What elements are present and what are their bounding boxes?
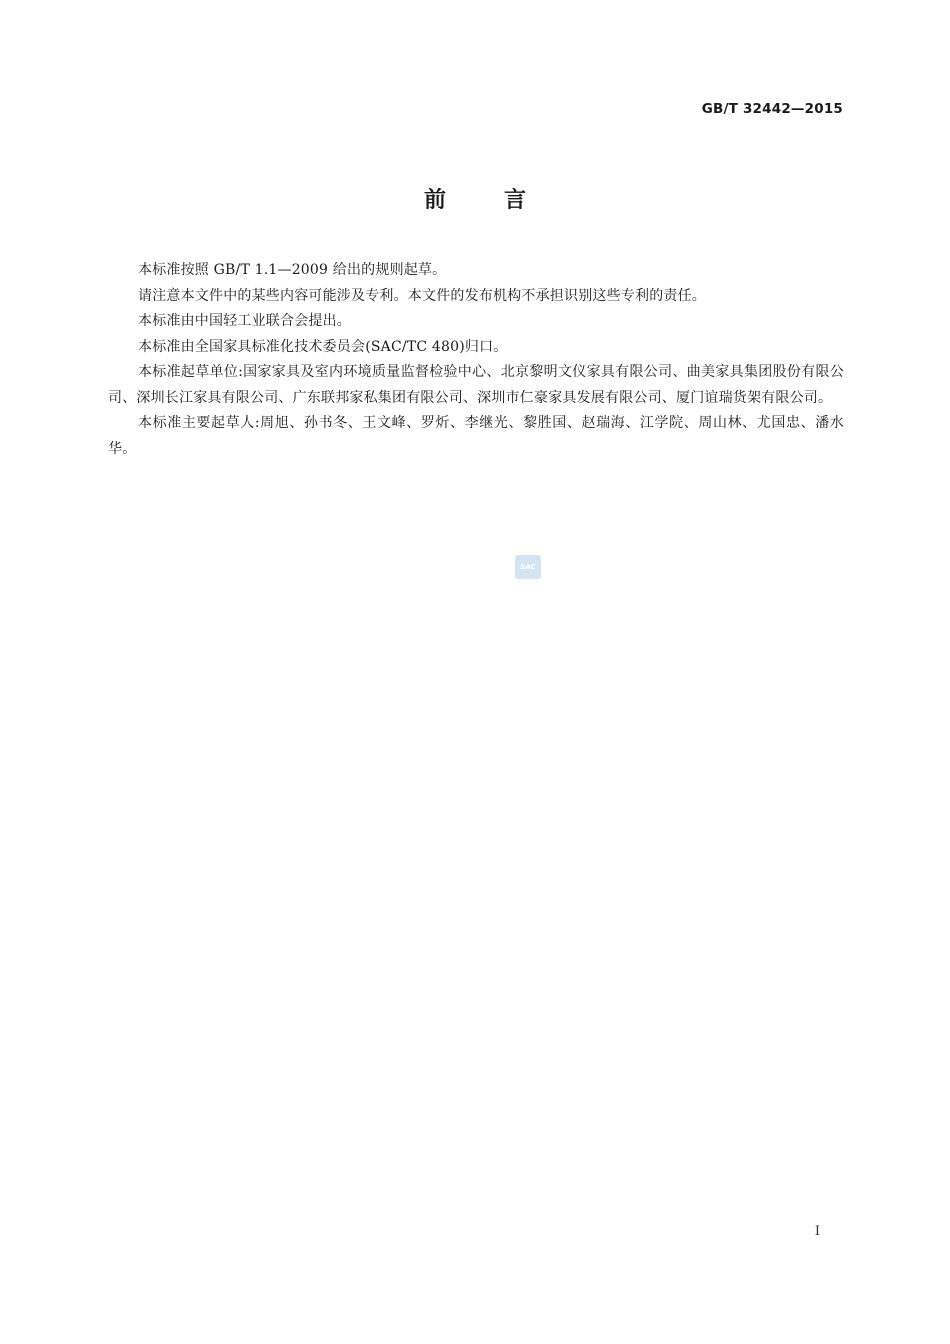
paragraph-technical-committee: 本标准由全国家具标准化技术委员会(SAC/TC 480)归口。: [138, 338, 508, 355]
paragraph-patent-notice: 请注意本文件中的某些内容可能涉及专利。本文件的发布机构不承担识别这些专利的责任。: [138, 287, 706, 304]
paragraph-drafting-units: 本标准起草单位:国家家具及室内环境质量监督检验中心、北京黎明文仪家具有限公司、曲美家具集团股份有限公司、深圳长江家具有限公司、广东联邦家私集团有限公司、深圳市仁豪家具发展有限公司、厦门谊瑞货架有限公司。: [108, 364, 844, 406]
foreword-body: [108, 258, 844, 462]
paragraph-drafters: 本标准主要起草人:周旭、孙书冬、王文峰、罗炘、李继光、黎胜国、赵瑞海、江学院、周山林、尤国忠、潘水华。: [108, 415, 844, 457]
page-title: 前言: [423, 188, 584, 213]
paragraph-drafting-rules: 本标准按照 GB/T 1.1—2009 给出的规则起草。: [138, 262, 447, 278]
sac-watermark-logo: SAC: [515, 555, 541, 579]
standard-number: GB/T 32442—2015: [701, 101, 843, 117]
paragraph-proposer: 本标准由中国轻工业联合会提出。: [138, 313, 351, 329]
page-number: I: [814, 1224, 820, 1239]
